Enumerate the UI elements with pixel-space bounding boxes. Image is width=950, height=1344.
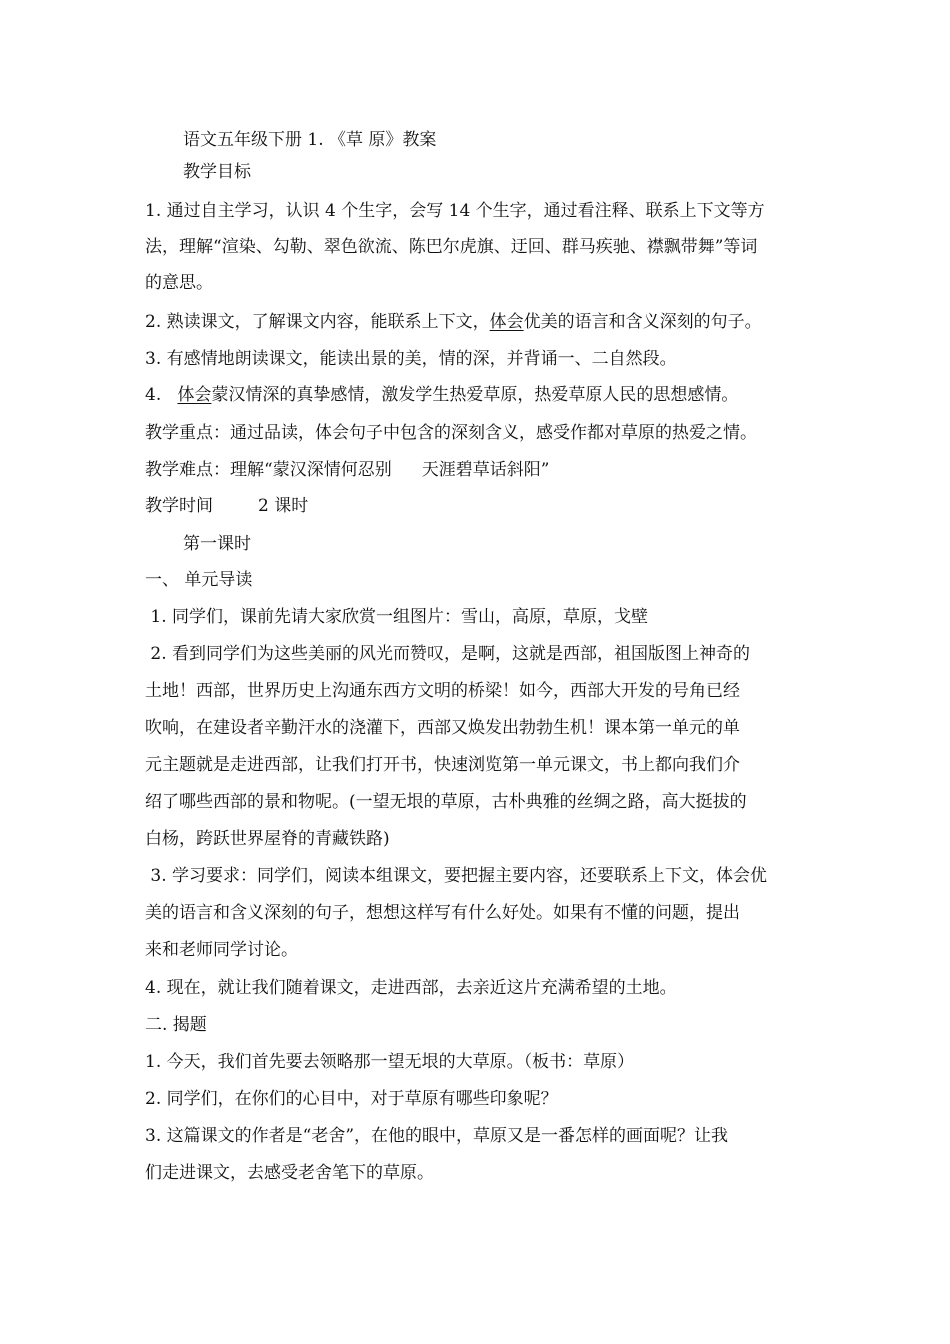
- section-2-para-3-line-1: 3. 这篇课文的作者是“老舍”，在他的眼中，草原又是一番怎样的画面呢？让我: [145, 1126, 729, 1146]
- lesson-1-heading: 第一课时: [183, 534, 251, 554]
- section-2-heading: 二. 揭题: [145, 1015, 207, 1035]
- objective-2: [145, 310, 825, 334]
- section-1-para-2-line-5: 绍了哪些西部的景和物呢。(一望无垠的草原，古朴典雅的丝绸之路，高大挺拔的: [145, 792, 747, 812]
- section-1-para-2-line-6: 白杨，跨跃世界屋脊的青藏铁路): [145, 829, 390, 849]
- section-1-heading: 一、 单元导读: [145, 570, 253, 590]
- section-1-para-3-line-1: 3. 学习要求：同学们，阅读本组课文，要把握主要内容，还要联系上下文，体会优: [145, 866, 768, 886]
- objective-2-text-end: 优美的语言和含义深刻的句子。: [523, 312, 762, 332]
- section-2-para-3-line-2: 们走进课文，去感受老舍笔下的草原。: [145, 1163, 434, 1183]
- objective-3: 3. 有感情地朗读课文，能读出景的美，情的深，并背诵一、二自然段。: [145, 349, 677, 369]
- section-2-para-2: 2. 同学们，在你们的心目中，对于草原有哪些印象呢？: [145, 1089, 558, 1109]
- teaching-time-value: 2 课时: [258, 496, 309, 516]
- objective-4-text: 蒙汉情深的真挚感情，激发学生热爱草原，热爱草原人民的思想感情。: [211, 385, 739, 405]
- objective-4: [145, 383, 825, 407]
- section-1-para-3-line-3: 来和老师同学讨论。: [145, 940, 298, 960]
- difficulty: [145, 458, 825, 482]
- objective-2-underlined: 体会: [489, 312, 524, 332]
- section-1-para-2-line-2: 土地！西部，世界历史上沟通东西方文明的桥梁！如今，西部大开发的号角已经: [145, 681, 740, 701]
- section-1-para-2-line-1: 2. 看到同学们为这些美丽的风光而赞叹，是啊，这就是西部，祖国版图上神奇的: [145, 644, 751, 664]
- difficulty-part-2: 天涯碧草话斜阳”: [421, 460, 550, 480]
- section-2-para-1: 1. 今天，我们首先要去领略那一望无垠的大草原。（板书：草原）: [145, 1052, 635, 1072]
- section-1-para-2-line-3: 吹响，在建设者辛勤汗水的浇灌下，西部又焕发出勃勃生机！课本第一单元的单: [145, 718, 740, 738]
- lesson-title: 语文五年级下册 1. 《草 原》教案: [183, 130, 437, 150]
- objective-1-line-2: 法，理解“渲染、勾勒、翠色欲流、陈巴尔虎旗、迂回、群马疾驰、襟飘带舞”等词: [145, 237, 758, 257]
- section-1-para-1: 1. 同学们，课前先请大家欣赏一组图片：雪山，高原，草原，戈壁: [145, 607, 649, 627]
- teaching-time-label: 教学时间: [145, 496, 213, 516]
- objectives-heading: 教学目标: [183, 162, 251, 182]
- teaching-time: [145, 494, 825, 518]
- difficulty-part-1: 教学难点：理解“蒙汉深情何忍别: [145, 460, 392, 480]
- objective-4-underlined: 体会: [177, 385, 212, 405]
- section-1-para-4: 4. 现在，就让我们随着课文，走进西部，去亲近这片充满希望的土地。: [145, 978, 677, 998]
- objective-1-line-1: 1. 通过自主学习，认识 4 个生字，会写 14 个生字，通过看注释、联系上下文等方: [145, 201, 765, 221]
- section-1-para-3-line-2: 美的语言和含义深刻的句子，想想这样写有什么好处。如果有不懂的问题，提出: [145, 903, 740, 923]
- key-point: 教学重点：通过品读，体会句子中包含的深刻含义，感受作都对草原的热爱之情。: [145, 423, 757, 443]
- objective-1-line-3: 的意思。: [145, 273, 213, 293]
- objective-4-number: 4.: [145, 385, 178, 405]
- objective-2-text: 2. 熟读课文，了解课文内容，能联系上下文，: [145, 312, 490, 332]
- section-1-para-2-line-4: 元主题就是走进西部，让我们打开书，快速浏览第一单元课文，书上都向我们介: [145, 755, 740, 775]
